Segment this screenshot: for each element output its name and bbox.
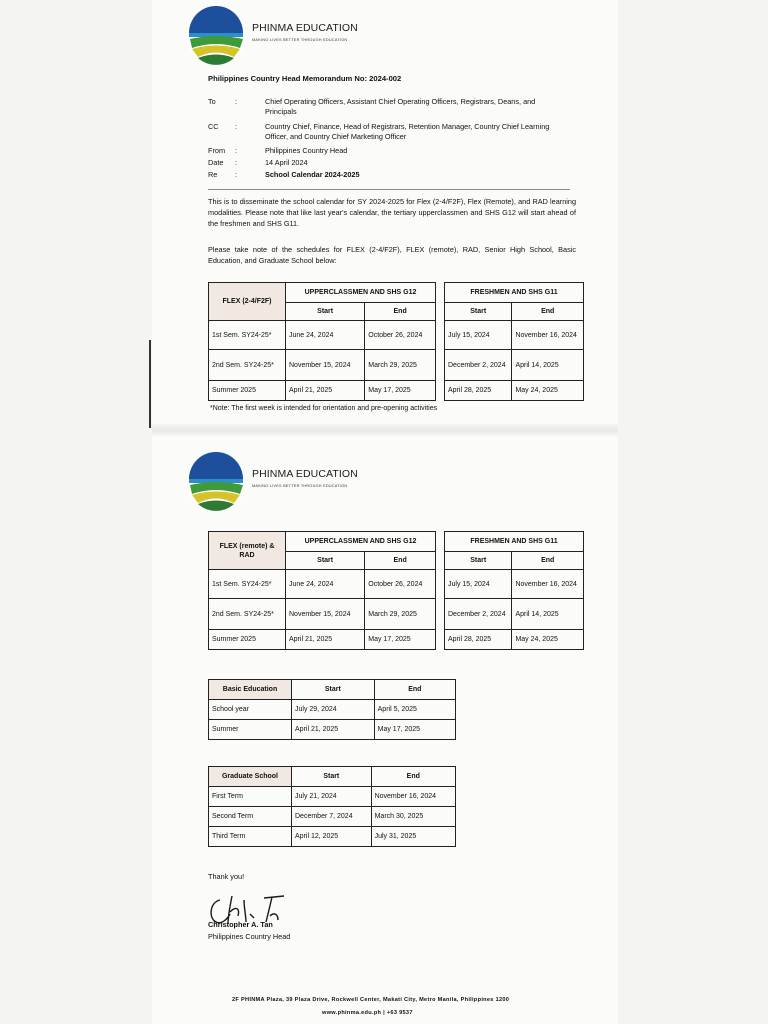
cc-label: CC [208, 122, 219, 131]
date-cell: April 21, 2025 [292, 720, 375, 740]
term-cell: School year [209, 700, 292, 720]
cc-value: Country Chief, Finance, Head of Registrars, Retention Manager, Country Chief Learning Officer, and Country Chief Marketing Officer [265, 122, 550, 141]
table-row [209, 321, 436, 350]
scan-edge-mark [149, 340, 151, 428]
date-cell: April 5, 2025 [374, 700, 455, 720]
date-cell: March 29, 2025 [365, 599, 436, 630]
date-cell: March 29, 2025 [365, 350, 436, 381]
grad-label-cell: Graduate School [209, 767, 292, 787]
phinma-logo-icon [186, 6, 246, 66]
date-cell: May 17, 2025 [365, 630, 436, 650]
term-cell: 2nd Sem. SY24-25* [209, 599, 286, 630]
date-cell: October 26, 2024 [365, 570, 436, 599]
brand-name-2: PHINMA EDUCATION [252, 468, 358, 480]
date-cell: April 28, 2025 [445, 630, 512, 650]
flex-freshmen-table [444, 282, 584, 401]
date-cell: November 15, 2024 [286, 599, 365, 630]
term-cell: Summer 2025 [209, 630, 286, 650]
date-cell: November 15, 2024 [286, 350, 365, 381]
letterhead [186, 6, 426, 66]
date-colon: : [235, 158, 238, 167]
flex-start-header-2: Start [445, 303, 512, 321]
flex-group1-header: UPPERCLASSMEN AND SHS G12 [286, 283, 436, 303]
remote-label-cell: FLEX (remote) & RAD [209, 532, 286, 570]
date-cell: May 17, 2025 [374, 720, 455, 740]
term-cell: Second Term [209, 807, 292, 827]
basic-label-cell: Basic Education [209, 680, 292, 700]
flex-end-header: End [365, 303, 436, 321]
date-cell: May 17, 2025 [365, 381, 436, 401]
remote-start-header: Start [286, 552, 365, 570]
date-cell: April 14, 2025 [512, 599, 584, 630]
flex-label-cell: FLEX (2-4/F2F) [209, 283, 286, 321]
term-cell: Third Term [209, 827, 292, 847]
table-row [209, 787, 456, 807]
footer-contact: www.phinma.edu.ph | +63 9537 [322, 1010, 413, 1016]
remote-upperclassmen-table [208, 531, 436, 650]
intro-paragraph: This is to disseminate the school calendar for SY 2024-2025 for Flex (2-4/F2F), Flex (Remote), and RAD learning modalities. Please note that like last year's calendar, the tertiary upperclassmen and SHS G12 will start ahead of the freshmen and SHS G11. [208, 197, 576, 228]
date-cell: June 24, 2024 [286, 321, 365, 350]
table-row [209, 630, 436, 650]
table-row [445, 350, 584, 381]
remote-end-header: End [365, 552, 436, 570]
date-cell: April 21, 2025 [286, 381, 365, 401]
orientation-note: *Note: The first week is intended for orientation and pre-opening activities [210, 405, 438, 412]
basic-start-header: Start [292, 680, 375, 700]
date-cell: November 16, 2024 [512, 321, 584, 350]
date-cell: November 16, 2024 [371, 787, 455, 807]
remote-freshmen-table [444, 531, 584, 650]
date-cell: July 15, 2024 [445, 570, 512, 599]
table-row [209, 807, 456, 827]
table-row [445, 570, 584, 599]
date-cell: March 30, 2025 [371, 807, 455, 827]
header-divider [208, 189, 570, 190]
remote-group2-header: FRESHMEN AND SHS G11 [445, 532, 584, 552]
page-fold [152, 424, 618, 436]
brand-name: PHINMA EDUCATION [252, 22, 358, 34]
table-row [445, 630, 584, 650]
table-row [209, 570, 436, 599]
from-label: From [208, 146, 226, 155]
brand-tagline-2: MAKING LIVES BETTER THROUGH EDUCATION [252, 484, 348, 488]
schedule-paragraph: Please take note of the schedules for FLEX (2-4/F2F), FLEX (remote), RAD, Senior High School, Basic Education, and Graduate School below: [208, 245, 576, 265]
from-value: Philippines Country Head [265, 146, 348, 155]
date-cell: May 24, 2025 [512, 381, 584, 401]
date-cell: October 26, 2024 [365, 321, 436, 350]
date-cell: July 21, 2024 [292, 787, 372, 807]
signer-name: Christopher A. Tan [208, 920, 273, 929]
date-value: 14 April 2024 [265, 158, 308, 167]
date-cell: April 28, 2025 [445, 381, 512, 401]
date-cell: June 24, 2024 [286, 570, 365, 599]
table-row [445, 381, 584, 401]
re-value: School Calendar 2024-2025 [265, 170, 360, 179]
flex-group2-header: FRESHMEN AND SHS G11 [445, 283, 584, 303]
to-colon: : [235, 97, 238, 106]
grad-end-header: End [371, 767, 455, 787]
remote-group1-header: UPPERCLASSMEN AND SHS G12 [286, 532, 436, 552]
graduate-school-table [208, 766, 456, 847]
term-cell: 2nd Sem. SY24-25* [209, 350, 286, 381]
basic-end-header: End [374, 680, 455, 700]
remote-end-header-2: End [512, 552, 584, 570]
flex-upperclassmen-table [208, 282, 436, 401]
table-row [209, 599, 436, 630]
date-cell: July 31, 2025 [371, 827, 455, 847]
from-colon: : [235, 146, 238, 155]
term-cell: Summer [209, 720, 292, 740]
date-cell: May 24, 2025 [512, 630, 584, 650]
table-row [209, 350, 436, 381]
table-row [209, 381, 436, 401]
table-row [209, 700, 456, 720]
flex-start-header: Start [286, 303, 365, 321]
date-cell: December 7, 2024 [292, 807, 372, 827]
term-cell: First Term [209, 787, 292, 807]
footer-address: 2F PHINMA Plaza, 39 Plaza Drive, Rockwell Center, Makati City, Metro Manila, Philippines 1200 [232, 997, 510, 1003]
brand-tagline: MAKING LIVES BETTER THROUGH EDUCATION [252, 38, 348, 42]
term-cell: 1st Sem. SY24-25* [209, 321, 286, 350]
closing-text: Thank you! [208, 872, 245, 881]
remote-start-header-2: Start [445, 552, 512, 570]
date-cell: April 12, 2025 [292, 827, 372, 847]
flex-end-header-2: End [512, 303, 584, 321]
memo-number: Philippines Country Head Memorandum No: 2024-002 [208, 74, 402, 83]
date-cell: April 14, 2025 [512, 350, 584, 381]
re-colon: : [235, 170, 238, 179]
date-cell: July 29, 2024 [292, 700, 375, 720]
phinma-logo-icon [186, 452, 246, 512]
date-cell: December 2, 2024 [445, 350, 512, 381]
grad-start-header: Start [292, 767, 372, 787]
letterhead-2 [186, 452, 426, 512]
to-value: Chief Operating Officers, Assistant Chief Operating Officers, Registrars, Deans, and Principals [265, 97, 536, 116]
table-row [209, 720, 456, 740]
term-cell: Summer 2025 [209, 381, 286, 401]
date-cell: April 21, 2025 [286, 630, 365, 650]
term-cell: 1st Sem. SY24-25* [209, 570, 286, 599]
signer-title: Philippines Country Head [208, 932, 291, 941]
table-row [445, 321, 584, 350]
table-row [445, 599, 584, 630]
date-label: Date [208, 158, 224, 167]
table-row [209, 827, 456, 847]
to-label: To [208, 97, 216, 106]
cc-colon: : [235, 122, 238, 131]
basic-education-table [208, 679, 456, 740]
date-cell: November 16, 2024 [512, 570, 584, 599]
re-label: Re [208, 170, 218, 179]
date-cell: December 2, 2024 [445, 599, 512, 630]
date-cell: July 15, 2024 [445, 321, 512, 350]
